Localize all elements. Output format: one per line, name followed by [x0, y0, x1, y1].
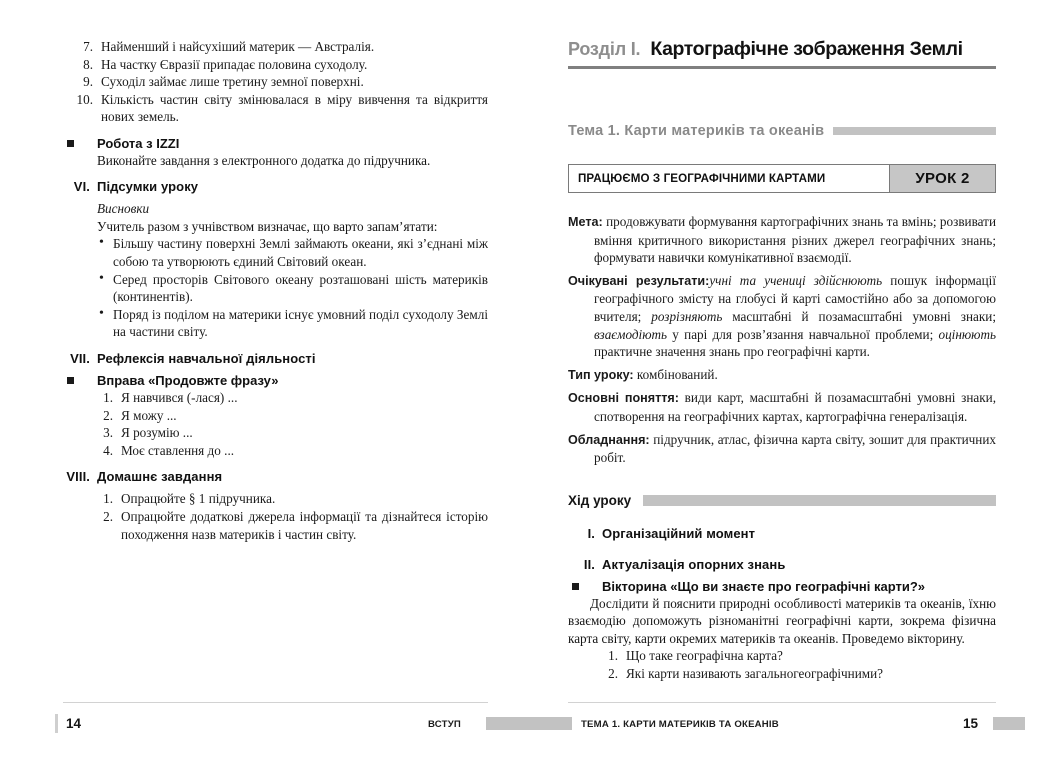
results-ital-1: учні та учениці здійснюють [709, 272, 883, 288]
list-item-text: Поряд із поділом на материки існує умовний поділ суходолу Землі на частини світу. [113, 306, 488, 340]
footer-decorative-block-right [993, 717, 1025, 730]
footer-divider-right [568, 702, 996, 703]
chapter-title: Картографічне зображення Землі [650, 38, 963, 60]
list-item [83, 389, 488, 407]
results-label: Очікувані результати: [568, 273, 710, 288]
theme-header [568, 123, 996, 139]
list-item [588, 665, 996, 683]
list-item-text: На частку Євразії припадає половина суходолу. [101, 56, 368, 72]
list-item-text: Опрацюйте § 1 підручника. [121, 491, 276, 507]
section-heading-i [568, 525, 996, 542]
results-ital-3: розрізняють [651, 308, 723, 324]
lesson-banner-title: ПРАЦЮЄМО З ГЕОГРАФІЧНИМИ КАРТАМИ [578, 172, 826, 185]
list-item-number: 4. [103, 442, 113, 458]
list-item [97, 271, 488, 306]
section-heading-vi [63, 178, 488, 195]
list-item-number: 1. [103, 389, 113, 405]
list-item-text: Найменший і найсухіший материк — Австралія. [101, 39, 375, 54]
list-item-text: Кількість частин світу змінювалася в міру вивчення та відкриття нових земель. [101, 91, 488, 125]
list-item-number: 10. [76, 91, 93, 107]
square-bullet-icon [67, 377, 74, 384]
vprava-heading-label: Вправа «Продовжте фразу» [97, 372, 279, 388]
concepts-label: Основні поняття: [568, 391, 679, 406]
list-item [83, 508, 488, 543]
izzi-heading-label: Робота з IZZI [97, 135, 180, 151]
list-item [63, 73, 488, 91]
section-heading-ii [568, 556, 996, 573]
course-title: Хід уроку [568, 492, 632, 508]
square-bullet-icon [67, 140, 74, 147]
list-item-text: Я можу ... [121, 407, 177, 423]
section-number: I. [587, 525, 595, 541]
type-paragraph [568, 366, 996, 385]
meta-paragraph [568, 213, 996, 267]
section-heading-vii [63, 350, 488, 367]
footer-caption-right: ТЕМА 1. КАРТИ МАТЕРИКІВ ТА ОКЕАНІВ [581, 719, 779, 730]
left-page-column [63, 38, 488, 543]
section-number: VII. [70, 350, 90, 366]
list-item [63, 91, 488, 126]
izzi-text: Виконайте завдання з електронного додатка до підручника. [97, 152, 431, 168]
theme-title: Тема 1. Карти материків та океанів [568, 123, 825, 139]
bullet-icon: • [99, 270, 104, 286]
section-title: Підсумки уроку [97, 179, 199, 195]
section-title: Рефлексія навчальної діяльності [97, 350, 316, 366]
results-paragraph [568, 272, 996, 361]
list-item [83, 490, 488, 508]
list-item [83, 424, 488, 442]
list-item-number: 2. [608, 665, 618, 681]
results-text-2: пошук інформації географічного змісту на глобусі й карті самостійно або за допомогою вчителя; [594, 272, 996, 324]
quiz-heading [568, 578, 996, 595]
list-item [63, 38, 488, 56]
vysnovky-label: Висновки [97, 201, 150, 217]
right-page-column [568, 38, 996, 682]
list-item-number: 1. [103, 491, 113, 507]
list-item [97, 306, 488, 341]
concepts-text: види карт, масштабні й позамасштабні умовні знаки, спотворення на географічних картах, картографічна генералізація. [594, 390, 996, 424]
section-number: VI. [73, 179, 90, 195]
chapter-header [568, 38, 996, 61]
section-number: VIII. [66, 469, 90, 485]
section-title: Домашнє завдання [97, 469, 223, 485]
theme-decorative-bar [833, 127, 996, 135]
type-text: комбінований. [633, 366, 718, 382]
page-number-right: 15 [963, 716, 979, 731]
list-item-text: Суходіл займає лише третину земної поверхні. [101, 74, 364, 90]
chapter-label: Розділ I. [568, 39, 641, 59]
meta-text: продовжувати формування картографічних знань та вмінь; розвивати вміння критичного використання різних джерел географічних знань; формувати навички комунікативної взаємодії. [594, 214, 996, 266]
list-item-text: Я навчився (-лася) ... [121, 389, 238, 405]
list-item [63, 56, 488, 74]
quiz-paragraph: Дослідити й пояснити природні особливості материків та океанів, їхню взаємодію допоможуть різноманітні географічні карти, зокрема фізична карта світу, карти окремих материків та океанів. Проведемо вікторину. [568, 595, 996, 646]
results-ital-5: взаємодіють [594, 326, 668, 342]
results-text-4: масштабні й позамасштабні умовні знаки; [722, 308, 996, 324]
equipment-label: Обладнання: [568, 432, 650, 447]
list-item-number: 8. [83, 56, 93, 72]
concepts-paragraph [568, 389, 996, 425]
results-text-6: у парі для розв’язання навчальної проблеми; [667, 326, 939, 342]
list-item-text: Опрацюйте додаткові джерела інформації та дізнайтеся історію походження назв материків і частин світу. [121, 508, 488, 542]
equipment-paragraph [568, 431, 996, 467]
list-item [83, 407, 488, 425]
list-item-text: Серед просторів Світового океану розташовані шість материків (континентів). [113, 271, 488, 305]
course-header [568, 493, 996, 508]
list-item-text: Більшу частину поверхні Землі займають океани, які з’єднані між собою та утворюють єдиний Світовий океан. [113, 236, 488, 269]
list-item-number: 9. [83, 74, 93, 90]
list-item-number: 2. [103, 508, 113, 524]
page-number-left: 14 [66, 716, 82, 731]
footer-decorative-block-mid [540, 717, 572, 730]
lesson-banner [568, 164, 996, 193]
type-label: Тип уроку: [568, 367, 634, 382]
list-item-text: Що таке географічна карта? [626, 647, 783, 663]
vysnovky-intro: Учитель разом з учнівством визначає, що варто запам’ятати: [97, 218, 438, 234]
list-item-text: Моє ставлення до ... [121, 442, 235, 458]
list-item [83, 442, 488, 460]
list-item-number: 7. [83, 39, 93, 54]
bullet-icon: • [99, 305, 104, 321]
square-bullet-icon [572, 583, 579, 590]
list-item-number: 1. [608, 647, 618, 663]
list-item [97, 235, 488, 270]
quiz-heading-label: Вікторина «Що ви знаєте про географічні карти?» [602, 578, 925, 594]
list-item-text: Я розумію ... [121, 425, 193, 441]
izzi-heading [63, 135, 488, 152]
vprava-heading [63, 372, 488, 389]
list-item [588, 647, 996, 665]
footer-divider-left [63, 702, 488, 703]
results-ital-7: оцінюють [938, 326, 996, 342]
meta-label: Мета: [568, 215, 603, 229]
list-item-text: Які карти називають загальногеографічними? [626, 665, 884, 681]
footer-caption-left: ВСТУП [428, 719, 461, 730]
section-title: Актуалізація опорних знань [602, 556, 786, 572]
lesson-number-badge: УРОК 2 [889, 165, 995, 192]
section-number: II. [583, 556, 595, 572]
results-text-8: практичне значення знань про географічні карти. [594, 344, 870, 360]
course-decorative-bar [643, 495, 996, 506]
section-title: Організаційний момент [602, 525, 756, 541]
list-item-number: 2. [103, 407, 113, 423]
footer-edge-marker [55, 714, 58, 733]
equipment-text: підручник, атлас, фізична карта світу, зошит для практичних робіт. [594, 431, 996, 466]
page-footer [0, 702, 1050, 760]
list-item-number: 3. [103, 425, 113, 441]
section-heading-viii [63, 468, 488, 485]
bullet-icon: • [99, 235, 104, 251]
